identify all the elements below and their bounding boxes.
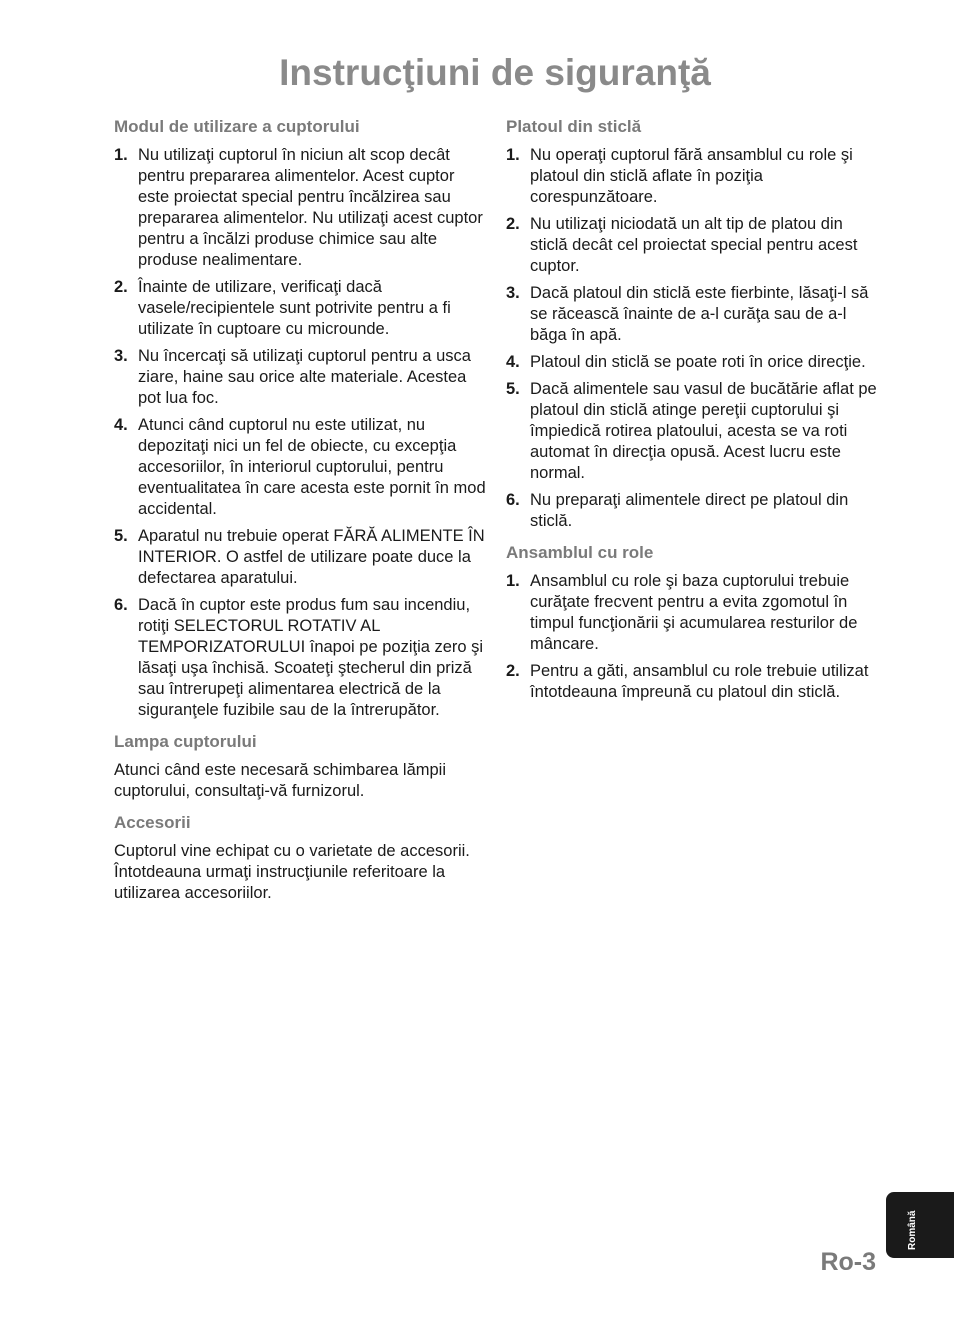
instruction-list <box>114 145 486 721</box>
item-number: 5. <box>114 527 128 545</box>
item-number: 4. <box>114 416 128 434</box>
item-number: 2. <box>506 215 520 233</box>
item-text: Nu utilizaţi niciodată un alt tip de platou din sticlă decât cel proiectat special pentru acest cuptor. <box>530 215 858 275</box>
item-number: 6. <box>114 596 128 614</box>
item-number: 2. <box>506 662 520 680</box>
list-item <box>506 571 880 655</box>
item-number: 6. <box>506 491 520 509</box>
language-tab-label: Română <box>907 1210 918 1250</box>
section-heading: Modul de utilizare a cuptorului <box>114 117 360 136</box>
item-text: Ansamblul cu role şi baza cuptorului trebuie curăţate frecvent pentru a evita zgomotul în timpul funcţionării şi acumularea resturilor de mâncare. <box>530 572 858 653</box>
section-heading: Ansamblul cu role <box>506 543 654 562</box>
item-number: 4. <box>506 353 520 371</box>
list-item <box>506 379 880 484</box>
right-column <box>506 116 880 713</box>
section-glass-tray <box>506 116 880 532</box>
list-item <box>114 415 486 520</box>
item-text: Atunci când cuptorul nu este utilizat, nu depozitaţi nici un fel de obiecte, cu excepţia accesoriilor, în interiorul cuptorului, pentru eventualitatea în care acesta este pornit în mod accidental. <box>138 416 486 518</box>
item-text: Nu operaţi cuptorul fără ansamblul cu role şi platoul din sticlă aflate în poziţia corespunzătoare. <box>530 146 853 206</box>
section-oven-lamp <box>114 731 486 802</box>
section-heading: Platoul din sticlă <box>506 117 642 136</box>
section-text: Atunci când este necesară schimbarea lămpii cuptorului, consultaţi-vă furnizorul. <box>114 761 447 800</box>
item-text: Aparatul nu trebuie operat FĂRĂ ALIMENTE ÎN INTERIOR. O astfel de utilizare poate duce la defectarea aparatului. <box>138 527 485 587</box>
item-number: 3. <box>506 284 520 302</box>
instruction-list <box>506 571 880 703</box>
page-number: Ro-3 <box>820 1248 876 1276</box>
item-number: 1. <box>506 572 520 590</box>
section-heading: Lampa cuptorului <box>114 732 257 751</box>
item-text: Dacă platoul din sticlă este fierbinte, lăsaţi-l să se răcească înainte de a-l curăţa sau de a-l băga în apă. <box>530 284 869 344</box>
list-item <box>506 145 880 208</box>
page-title: Instrucţiuni de siguranţă <box>279 52 711 93</box>
section-roller-assembly <box>506 542 880 703</box>
section-oven-usage <box>114 116 486 721</box>
list-item <box>114 277 486 340</box>
item-number: 1. <box>506 146 520 164</box>
item-number: 1. <box>114 146 128 164</box>
item-text: Pentru a găti, ansamblul cu role trebuie utilizat întotdeauna împreună cu platoul din sticlă. <box>530 662 869 701</box>
list-item <box>114 346 486 409</box>
item-number: 2. <box>114 278 128 296</box>
instruction-list <box>506 145 880 532</box>
list-item <box>114 595 486 721</box>
item-text: Nu utilizaţi cuptorul în niciun alt scop decât pentru prepararea alimentelor. Acest cuptor este proiectat special pentru încălzirea sau prepararea alimentelor. Nu utilizaţi acest cuptor pentru a încălzi produse chimice sau alte produse nealimentare. <box>138 146 483 269</box>
list-item <box>506 352 880 373</box>
item-text: Nu încercaţi să utilizaţi cuptorul pentru a usca ziare, haine sau orice alte materiale. Acestea pot lua foc. <box>138 347 471 407</box>
item-number: 3. <box>114 347 128 365</box>
language-tab <box>886 1192 954 1258</box>
list-item <box>506 661 880 703</box>
section-heading: Accesorii <box>114 813 191 832</box>
list-item <box>114 145 486 271</box>
item-text: Platoul din sticlă se poate roti în orice direcţie. <box>530 353 866 371</box>
section-accessories <box>114 812 486 904</box>
item-text: Dacă alimentele sau vasul de bucătărie aflat pe platoul din sticlă atinge pereţii cuptorului şi împiedică rotirea platoului, acesta se va roti automat în direcţia opusă. Acest lucru este normal. <box>530 380 877 482</box>
list-item <box>506 490 880 532</box>
list-item <box>114 526 486 589</box>
section-text: Cuptorul vine echipat cu o varietate de accesorii. Întotdeauna urmaţi instrucţiunile referitoare la utilizarea accesoriilor. <box>114 842 470 902</box>
item-text: Înainte de utilizare, verificaţi dacă vasele/recipientele sunt potrivite pentru a fi utilizate în cuptoare cu microunde. <box>138 278 451 338</box>
item-text: Nu preparaţi alimentele direct pe platoul din sticlă. <box>530 491 849 530</box>
left-column <box>114 116 486 914</box>
item-number: 5. <box>506 380 520 398</box>
item-text: Dacă în cuptor este produs fum sau incendiu, rotiţi SELECTORUL ROTATIV AL TEMPORIZATORULUI înapoi pe poziţia zero şi lăsaţi uşa închisă. Scoateţi ştecherul din priză sau întrerupeţi alimentarea electrică de la siguranţele fuzibile sau de la întrerupător. <box>138 596 484 719</box>
list-item <box>506 214 880 277</box>
list-item <box>506 283 880 346</box>
